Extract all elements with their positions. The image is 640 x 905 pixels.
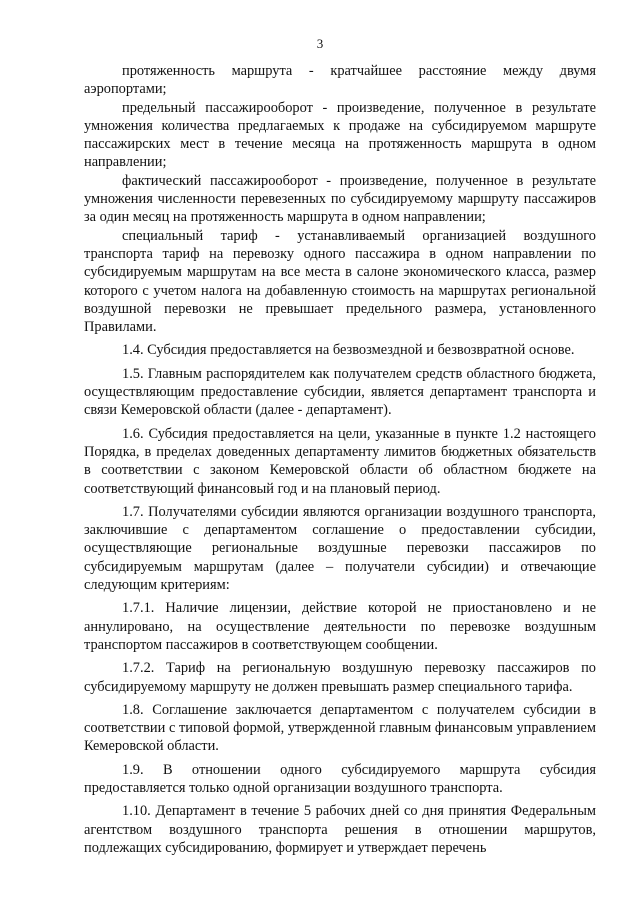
clause-1-9: 1.9. В отношении одного субсидируемого маршрута субсидия предоставляется только одной организации воздушного транспорта.: [84, 761, 596, 796]
definition-route-length: протяженность маршрута - кратчайшее расстояние между двумя аэропортами;: [84, 63, 596, 98]
definition-actual-passenger-turnover: фактический пассажирооборот - произведение, полученное в результате умножения численности перевезенных по субсидируемому маршруту пассажиров за один месяц на протяженность маршрута в одном направлении;: [84, 172, 596, 226]
definition-special-tariff: специальный тариф - устанавливаемый организацией воздушного транспорта тариф на перевозку одного пассажира в одном направлении по субсидируемым маршрутам на все места в салоне экономического класса, размер которого с учетом налога на добавленную стоимость на маршрутах региональной воздушной перевозки не превышает предельного размера, установленного Правилами.: [84, 227, 596, 336]
page-number: 3: [316, 36, 324, 51]
clause-1-7: 1.7. Получателями субсидии являются организации воздушного транспорта, заключившие с департаментом соглашение о предоставлении субсидии, осуществляющие региональные воздушные перевозки пассажиров по субсидируемым маршрутам (далее – получатели субсидии) и отвечающие следующим критериям:: [84, 503, 596, 594]
clause-1-8: 1.8. Соглашение заключается департаментом с получателем субсидии в соответствии с типовой формой, утвержденной главным финансовым управлением Кемеровской области.: [84, 701, 596, 755]
clause-1-7-2: 1.7.2. Тариф на региональную воздушную перевозку пассажиров по субсидируемому маршруту не должен превышать размер специального тарифа.: [84, 660, 596, 695]
clause-1-7-1: 1.7.1. Наличие лицензии, действие которой не приостановлено и не аннулировано, на осуществление деятельности по перевозке воздушным транспортом пассажиров в соответствующем сообщении.: [84, 600, 596, 653]
clause-1-4: 1.4. Субсидия предоставляется на безвозмездной и безвозвратной основе.: [122, 342, 575, 359]
clause-1-5: 1.5. Главным распорядителем как получателем средств областного бюджета, осуществляющим предоставление субсидии, является департамент транспорта и связи Кемеровской области (далее - департамент).: [84, 365, 596, 419]
document-body: [84, 62, 596, 857]
clause-1-6: 1.6. Субсидия предоставляется на цели, указанные в пункте 1.2 настоящего Порядка, в пределах доведенных департаменту лимитов бюджетных обязательств в соответствии с законом Кемеровской области об областном бюджете на соответствующий финансовый год и на плановый период.: [84, 425, 596, 497]
clause-1-10: 1.10. Департамент в течение 5 рабочих дней со дня принятия Федеральным агентством воздушного транспорта решения в отношении маршрутов, подлежащих субсидированию, формирует и утверждает перечень: [84, 803, 596, 856]
definition-max-passenger-turnover: предельный пассажирооборот - произведение, полученное в результате умножения количества предлагаемых к продаже на субсидируемом маршруте пассажирских мест в течение месяца на протяженность маршрута в одном направлении;: [84, 99, 596, 171]
